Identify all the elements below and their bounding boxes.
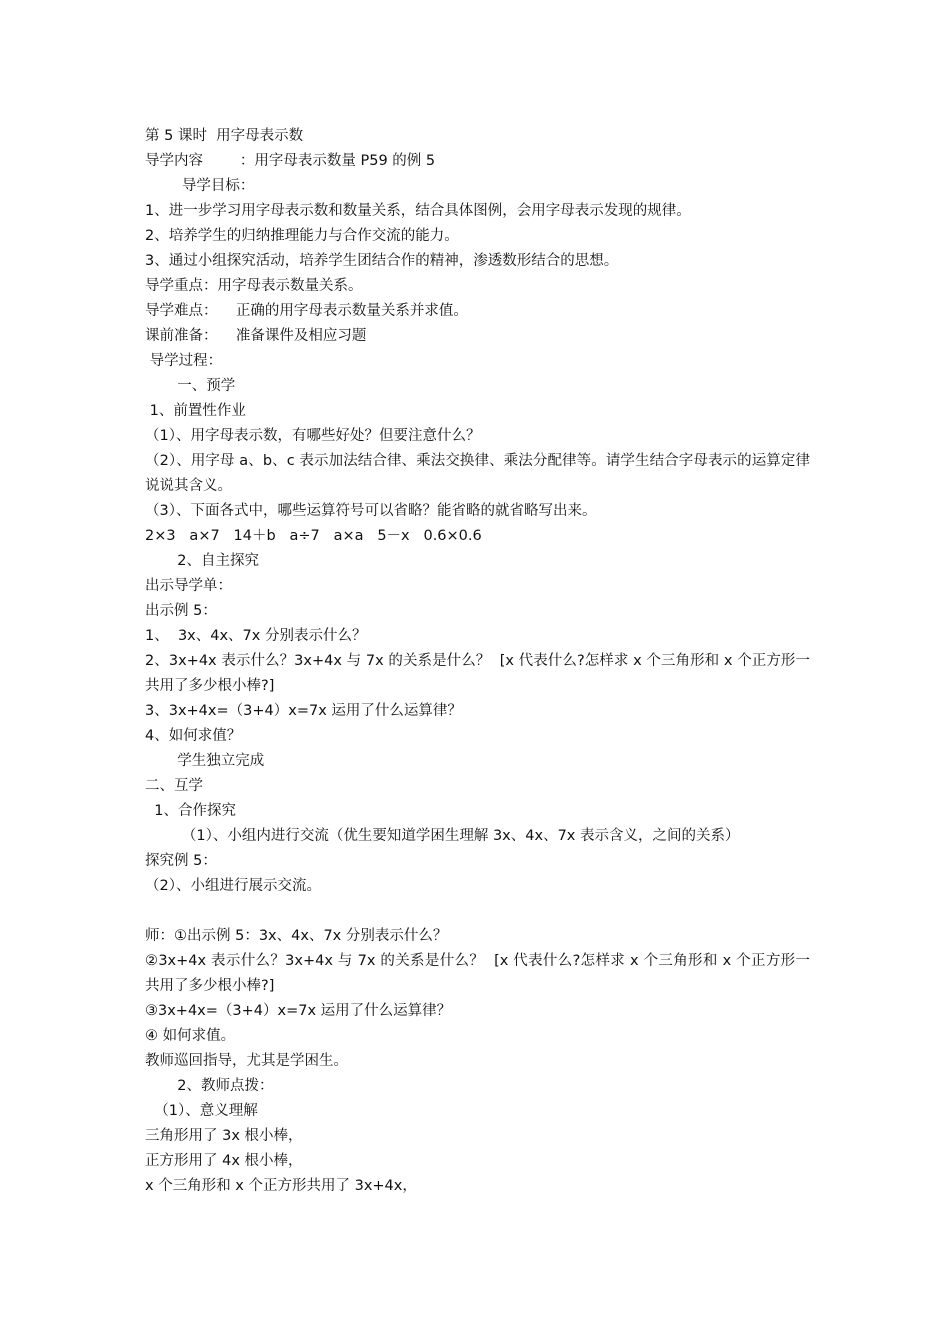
independent-work: 学生独立完成 <box>145 753 265 769</box>
explore-example-5: 探究例 5： <box>145 853 217 869</box>
triangle-sticks: 三角形用了 3x 根小棒， <box>145 1128 303 1144</box>
teacher-q1: 师：①出示例 5：3x、4x、7x 分别表示什么？ <box>145 928 448 944</box>
show-guide-sheet: 出示导学单： <box>145 578 232 594</box>
key-point: 导学重点：用字母表示数量关系。 <box>145 278 363 294</box>
expressions: 2×3 a×7 14＋b a÷7 a×a 5－x 0.6×0.6 <box>145 528 482 544</box>
goal-2: 2、培养学生的归纳推理能力与合作交流的能力。 <box>145 228 459 244</box>
question-1: （1）、用字母表示数，有哪些好处？但要注意什么？ <box>145 428 481 444</box>
question-2: （2）、用字母 a、b、c 表示加法结合律、乘法交换律、乘法分配律等。请学生结合字母表示的运算定律说说其含义。 <box>145 453 810 494</box>
preparation: 课前准备： 准备课件及相应习题 <box>145 328 367 344</box>
teacher-q2: ②3x+4x 表示什么？3x+4x 与 7x 的关系是什么？ [x 代表什么?怎样求 x 个三角形和 x 个正方形一共用了多少根小棒?] <box>145 953 810 994</box>
teacher-guidance: 2、教师点拨： <box>145 1078 274 1094</box>
question-3: （3）、下面各式中，哪些运算符号可以省略？能省略的就省略写出来。 <box>145 503 597 519</box>
section-mutual-learning: 二、互学 <box>145 778 203 794</box>
example-q4: 4、如何求值？ <box>145 728 242 744</box>
blank-line <box>145 899 810 924</box>
document-body <box>145 124 810 1199</box>
guide-content: 导学内容 ：用字母表示数量 P59 的例 5 <box>145 153 436 169</box>
teacher-q4: ④ 如何求值。 <box>145 1028 236 1044</box>
square-sticks: 正方形用了 4x 根小棒， <box>145 1153 303 1169</box>
example-q2: 2、3x+4x 表示什么？3x+4x 与 7x 的关系是什么？ [x 代表什么?怎样求 x 个三角形和 x 个正方形一共用了多少根小棒?] <box>145 653 810 694</box>
cooperative-explore: 1、合作探究 <box>145 803 236 819</box>
show-example-5: 出示例 5： <box>145 603 217 619</box>
goal-1: 1、进一步学习用字母表示数和数量关系，结合具体图例，会用字母表示发现的规律。 <box>145 203 691 219</box>
teacher-q3: ③3x+4x=（3+4）x=7x 运用了什么运算律？ <box>145 1003 452 1019</box>
group-presentation: （2）、小组进行展示交流。 <box>145 878 321 894</box>
total-sticks: x 个三角形和 x 个正方形共用了 3x+4x， <box>145 1178 417 1194</box>
guide-goals-heading: 导学目标： <box>145 178 255 194</box>
example-q3: 3、3x+4x=（3+4）x=7x 运用了什么运算律？ <box>145 703 462 719</box>
section-preview: 一、预学 <box>145 378 236 394</box>
process-heading: 导学过程： <box>145 353 223 369</box>
lesson-title: 第 5 课时 用字母表示数 <box>145 128 304 144</box>
goal-3: 3、通过小组探究活动，培养学生团结合作的精神，渗透数形结合的思想。 <box>145 253 619 269</box>
group-exchange: （1）、小组内进行交流（优生要知道学困生理解 3x、4x、7x 表示含义，之间的关系） <box>145 828 740 844</box>
teacher-patrol: 教师巡回指导，尤其是学困生。 <box>145 1053 348 1069</box>
meaning-understanding: （1）、意义理解 <box>145 1103 258 1119</box>
self-explore: 2、自主探究 <box>145 553 259 569</box>
pre-homework: 1、前置性作业 <box>145 403 246 419</box>
difficult-point: 导学难点： 正确的用字母表示数量关系并求值。 <box>145 303 468 319</box>
example-q1: 1、 3x、4x、7x 分别表示什么？ <box>145 628 367 644</box>
